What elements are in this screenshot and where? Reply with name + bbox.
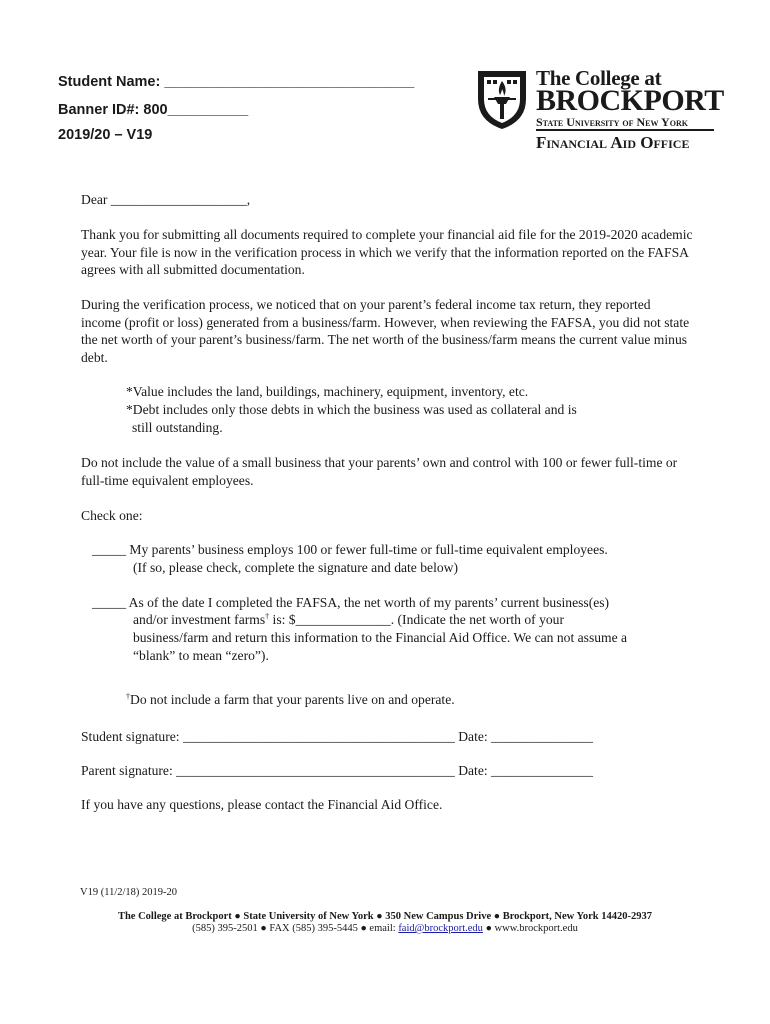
note-debt: *Debt includes only those debts in which the business was used as collateral and is: [126, 402, 577, 417]
banner-id-field: Banner ID#: 800__________: [58, 102, 249, 118]
footer-web: ● www.brockport.edu: [482, 923, 578, 934]
paragraph-intro: Thank you for submitting all documents required to complete your financial aid file for the 2019-2020 academic year. Your file is now in the verification process in which we verify that the information reported on the FAFSA agrees with all submitted documentation.: [81, 227, 693, 277]
student-name-field: Student Name: _______________________________: [58, 74, 415, 90]
form-version: V19 (11/2/18) 2019-20: [80, 887, 178, 898]
footer-email-link[interactable]: [398, 923, 483, 934]
footer-address: The College at Brockport ● State University of New York ● 350 New Campus Drive ● Brockport, New York 14420-2937: [117, 911, 653, 922]
check-one-label: Check one:: [81, 508, 143, 523]
footnote-farm: [126, 692, 455, 708]
option-net-worth-note: business/farm and return this information to the Financial Aid Office. We can not assume a: [133, 630, 628, 645]
logo-line-brockport: BROCKPORT: [536, 84, 724, 117]
logo-line-suny: State University of New York: [536, 115, 688, 129]
logo-line-college: The College at: [536, 66, 662, 90]
option-net-worth-amount[interactable]: [133, 612, 564, 628]
footer-contact: [0, 923, 770, 934]
paragraph-verification: During the verification process, we noticed that on your parent’s federal income tax return, they reported income (profit or loss) generated from a business/farm. However, when reviewing the FAFSA, you did not state the net worth of your parent’s business/farm. The net worth of the business/farm means the current value minus debt.: [81, 297, 690, 365]
footnote-dagger: †: [126, 692, 130, 701]
year-version: 2019/20 – V19: [58, 127, 153, 143]
note-value: *Value includes the land, buildings, machinery, equipment, inventory, etc.: [126, 384, 529, 399]
torch-shield-icon: [476, 69, 528, 131]
email-part-1: fa: [398, 923, 407, 934]
parent-signature-line[interactable]: Parent signature: _________________________________________ Date: _______________: [81, 763, 593, 778]
footer-phone: (585) 395-2501 ● FAX (585) 395-5445 ● email:: [192, 923, 399, 934]
amount-blank: is: $______________. (Indicate the net worth of your: [269, 612, 564, 627]
option-employees-check[interactable]: _____ My parents’ business employs 100 or fewer full-time or full-time equivalent employees.: [92, 542, 608, 557]
college-logo: [474, 66, 724, 156]
option-net-worth-note-cont: “blank” to mean “zero”).: [133, 648, 269, 663]
note-debt-cont: still outstanding.: [132, 420, 223, 435]
logo-line-financial-aid: Financial Aid Office: [536, 133, 690, 152]
logo-divider: [536, 129, 714, 131]
student-signature-line[interactable]: Student signature: ________________________________________ Date: _______________: [81, 729, 594, 744]
questions-contact: If you have any questions, please contact the Financial Aid Office.: [81, 797, 443, 812]
footnote-text: Do not include a farm that your parents live on and operate.: [130, 692, 455, 707]
paragraph-small-business: Do not include the value of a small business that your parents’ own and control with 100 or fewer full-time or full-time equivalent employees.: [81, 455, 678, 488]
option-employees-note: (If so, please check, complete the signature and date below): [133, 560, 458, 575]
option-net-worth-check[interactable]: _____ As of the date I completed the FAFSA, the net worth of my parents’ current business(es): [92, 595, 610, 610]
farms-label: and/or investment farms: [133, 612, 266, 627]
email-part-2: id@brockport.edu: [406, 923, 483, 934]
salutation: Dear ____________________,: [81, 192, 251, 207]
dagger-mark: †: [265, 612, 270, 621]
